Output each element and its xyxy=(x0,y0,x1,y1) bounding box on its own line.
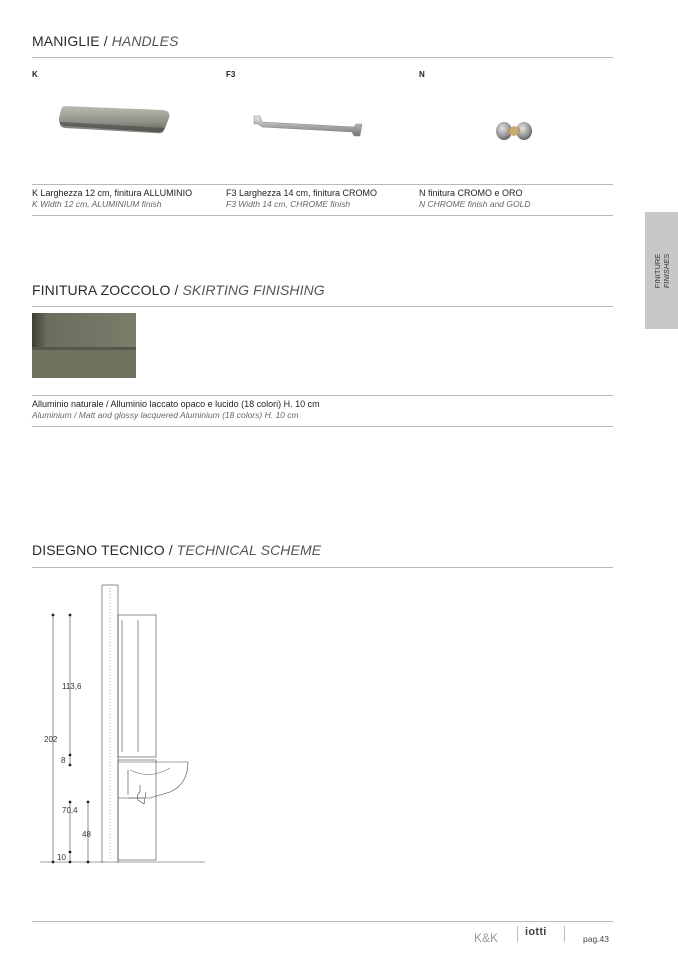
divider xyxy=(32,57,613,58)
handle-f3-image xyxy=(250,112,368,140)
caption-en: Aluminium / Matt and glossy lacquered Aluminium (18 colors) H. 10 cm xyxy=(32,410,299,420)
skirting-title-italic: SKIRTING FINISHING xyxy=(182,282,325,298)
iotti-logo xyxy=(517,926,565,942)
divider xyxy=(32,184,613,185)
side-tab-line1: FINITURE xyxy=(652,253,662,288)
caption-it: Alluminio naturale / Alluminio laccato opaco e lucido (18 colori) H. 10 cm xyxy=(32,399,320,409)
handle-code-n: N xyxy=(419,70,425,79)
dim-label-8: 8 xyxy=(61,756,66,765)
caption-en: K Width 12 cm, ALUMINIUM finish xyxy=(32,199,162,209)
side-tab-line2: FINISHES xyxy=(661,253,671,288)
scheme-title-italic: TECHNICAL SCHEME xyxy=(176,542,322,558)
skirting-swatch-image xyxy=(32,313,136,378)
skirting-caption xyxy=(32,399,320,421)
divider xyxy=(32,306,613,307)
handles-title-main: MANIGLIE / xyxy=(32,33,112,49)
technical-drawing xyxy=(0,580,220,870)
divider xyxy=(32,567,613,568)
handle-caption-n xyxy=(419,188,530,210)
divider xyxy=(32,426,613,427)
section-side-tab xyxy=(645,212,678,329)
footer-divider xyxy=(32,921,613,922)
handles-title xyxy=(32,33,179,49)
dim-label-70-4: 70,4 xyxy=(62,806,78,815)
skirting-title xyxy=(32,282,325,298)
caption-en: N CHROME finish and GOLD xyxy=(419,199,531,209)
caption-it: N finitura CROMO e ORO xyxy=(419,188,523,198)
divider xyxy=(32,215,613,216)
footer-brand: K&K xyxy=(474,931,499,945)
handle-caption-k xyxy=(32,188,192,210)
handle-k-image xyxy=(55,100,175,140)
handle-n-image xyxy=(494,118,534,144)
caption-it: F3 Larghezza 14 cm, finitura CROMO xyxy=(226,188,378,198)
divider xyxy=(32,395,613,396)
dim-label-202: 202 xyxy=(44,735,58,744)
dim-label-48: 48 xyxy=(82,830,91,839)
caption-it: K Larghezza 12 cm, finitura ALLUMINIO xyxy=(32,188,193,198)
page-number: pag.43 xyxy=(583,934,609,944)
handle-caption-f3 xyxy=(226,188,377,210)
scheme-title xyxy=(32,542,321,558)
logo-text: iotti xyxy=(525,926,547,938)
skirting-title-main: FINITURA ZOCCOLO / xyxy=(32,282,183,298)
handle-code-k: K xyxy=(32,70,38,79)
dim-label-10: 10 xyxy=(57,853,66,862)
scheme-title-main: DISEGNO TECNICO / xyxy=(32,542,177,558)
handle-code-f3: F3 xyxy=(226,70,236,79)
handles-title-italic: HANDLES xyxy=(111,33,179,49)
caption-en: F3 Width 14 cm, CHROME finish xyxy=(226,199,351,209)
dim-label-113-6: 113,6 xyxy=(62,682,82,691)
